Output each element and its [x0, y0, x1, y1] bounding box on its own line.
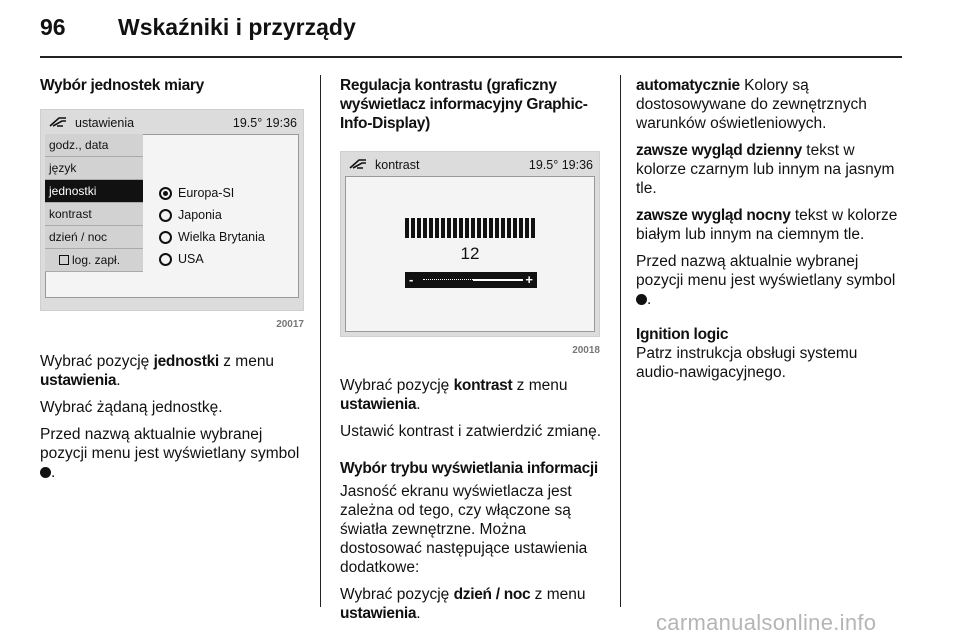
text-bold: ustawienia — [40, 372, 117, 389]
unit-options — [159, 182, 265, 270]
checkbox-icon — [59, 255, 69, 265]
screen-title: kontrast — [375, 158, 420, 172]
column-3 — [636, 76, 904, 390]
contrast-screen-figure — [340, 151, 600, 337]
paragraph: Wybrać żądaną jednostkę. — [40, 399, 223, 416]
screen-title: ustawienia — [75, 116, 135, 130]
text: . — [416, 605, 421, 622]
option-europa-si — [159, 182, 265, 204]
text: . — [416, 396, 421, 413]
text-bold: zawsze wygląd nocny — [636, 207, 791, 224]
radio-icon — [159, 209, 172, 222]
menu-item-language: język — [45, 157, 143, 180]
paragraph — [636, 76, 904, 133]
watermark: carmanualsonline.info — [656, 610, 877, 635]
text: Wybrać pozycję — [340, 586, 454, 603]
settings-wrench-icon — [49, 115, 67, 128]
page-number: 96 — [40, 14, 66, 40]
slider-plus: + — [525, 272, 533, 287]
page-title: Wskaźniki i przyrządy — [118, 14, 356, 40]
header-divider — [40, 56, 902, 58]
menu-item-ignition-log-label: log. zapł. — [72, 253, 121, 267]
slider-minus: - — [409, 272, 414, 287]
text: z menu — [512, 377, 568, 394]
text-bold: automatycznie — [636, 77, 740, 94]
option-label: USA — [178, 252, 204, 266]
paragraph — [636, 252, 904, 309]
screen-status: 19.5° 19:36 — [232, 116, 297, 130]
text-bold: kontrast — [453, 377, 513, 394]
text-bold: dzień / noc — [453, 586, 531, 603]
option-label: Japonia — [178, 208, 222, 222]
option-wielka-brytania — [159, 226, 265, 248]
paragraph: Jasność ekranu wyświetlacza jest zależna od tego, czy włączone są światła zewnętrzne. Można dostosować następujące ustawienia dodatkowe: — [340, 483, 588, 576]
radio-selected-icon — [159, 187, 172, 200]
radio-icon — [159, 253, 172, 266]
slider-track-dotted — [423, 279, 473, 280]
text-bold: jednostki — [153, 353, 219, 370]
column-divider-2 — [620, 75, 621, 607]
column-2 — [340, 76, 610, 631]
column-1 — [40, 76, 308, 490]
option-label: Europa-SI — [178, 186, 235, 200]
text-bold: ustawienia — [340, 396, 417, 413]
menu-item-ignition-log — [45, 249, 143, 272]
screen-status: 19.5° 19:36 — [528, 158, 593, 172]
settings-screen-figure — [40, 109, 304, 311]
section-heading-contrast: Regulacja kontrastu (graficzny wyświetlacz informacyjny Graphic-Info-Display) — [340, 77, 588, 132]
contrast-slider — [405, 272, 537, 288]
menu-item-contrast: kontrast — [45, 203, 143, 226]
option-usa — [159, 248, 265, 270]
section-heading-units: Wybór jednostek miary — [40, 77, 204, 94]
settings-menu — [45, 134, 143, 272]
menu-item-day-night: dzień / noc — [45, 226, 143, 249]
text: . — [647, 291, 652, 308]
contrast-pattern-bar — [405, 218, 537, 238]
contrast-value: 12 — [460, 244, 480, 263]
text: Wybrać pozycję — [40, 353, 154, 370]
text: Wybrać pozycję — [340, 377, 454, 394]
text: tekst w kolorze czarnym lub innym na jasnym tle. — [636, 142, 895, 197]
paragraph — [636, 206, 904, 244]
settings-wrench-icon — [349, 157, 367, 170]
text: tekst w kolorze białym lub innym na ciemnym tle. — [636, 207, 898, 243]
text: Przed nazwą aktualnie wybranej pozycji menu jest wyświetlany symbol — [40, 426, 300, 462]
text: . — [116, 372, 121, 389]
paragraph — [40, 425, 308, 482]
text-bold: ustawienia — [340, 605, 417, 622]
section-heading-display-mode: Wybór trybu wyświetlania informacji — [340, 460, 598, 477]
text-bold: zawsze wygląd dzienny — [636, 142, 802, 159]
text: . — [51, 464, 56, 481]
paragraph — [636, 141, 904, 198]
text: Kolory są dostosowywane do zewnętrznych warunków oświetleniowych. — [636, 77, 867, 132]
figure-number: 20017 — [276, 319, 304, 330]
radio-icon — [159, 231, 172, 244]
paragraph: Ustawić kontrast i zatwierdzić zmianę. — [340, 423, 601, 440]
bullet-symbol-icon — [636, 294, 647, 305]
column-divider-1 — [320, 75, 321, 607]
text: z menu — [218, 353, 275, 370]
figure-number: 20018 — [572, 345, 600, 356]
slider-track — [473, 279, 523, 281]
paragraph — [40, 352, 308, 390]
option-japonia — [159, 204, 265, 226]
text: Przed nazwą aktualnie wybranej pozycji menu jest wyświetlany symbol — [636, 253, 896, 289]
paragraph: Patrz instrukcja obsługi systemu audio-nawigacyjnego. — [636, 345, 858, 381]
text: z menu — [530, 586, 586, 603]
bullet-symbol-icon — [40, 467, 51, 478]
paragraph — [340, 585, 610, 623]
menu-item-units: jednostki — [45, 180, 143, 203]
paragraph — [340, 376, 610, 414]
section-heading-ignition-logic: Ignition logic — [636, 326, 729, 343]
menu-item-time-date: godz., data — [45, 134, 143, 157]
option-label: Wielka Brytania — [178, 230, 265, 244]
